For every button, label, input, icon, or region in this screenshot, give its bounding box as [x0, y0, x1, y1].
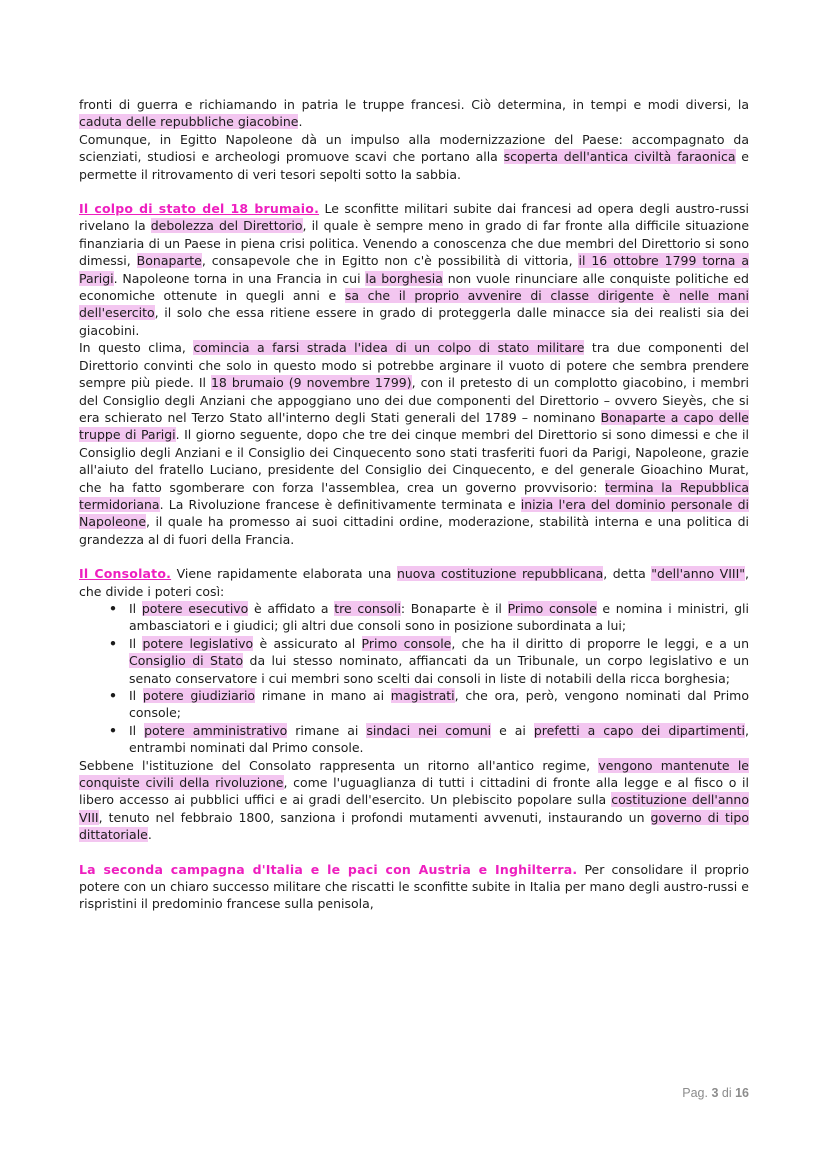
- highlight: tre consoli: [334, 600, 401, 616]
- paragraph-egypt-intro: fronti di guerra e richiamando in patria le truppe francesi. Ciò determina, in tempi e modi diversi, la caduta delle repubbliche giacobine.: [79, 97, 749, 130]
- section-title-brumaio: Il colpo di stato del 18 brumaio.: [79, 201, 320, 217]
- highlight: scoperta dell'antica civiltà faraonica: [503, 149, 736, 165]
- list-item: • Il potere legislativo è assicurato al Primo console, che ha il diritto di proporre le leggi, e a un Consiglio di Stato da lui stesso nominato, affiancati da un Tribunale, un corpo legislativo e un senato conservatore i cui membri sono scelti dai consoli in liste di notabili della ricca borghesia;: [109, 635, 750, 686]
- highlight: inizia l'era del dominio personale di Napoleone: [79, 496, 749, 530]
- highlight: Consiglio di Stato: [129, 653, 244, 669]
- page-content: [79, 96, 749, 913]
- highlight: Bonaparte: [136, 253, 202, 269]
- page-number: Pag. 3 di 16: [682, 1086, 749, 1100]
- highlight: la borghesia: [365, 270, 443, 286]
- highlight: debolezza del Direttorio: [150, 218, 303, 234]
- highlight: Bonaparte a capo delle truppe di Parigi: [79, 409, 749, 443]
- highlight: sa che il proprio avvenire di classe dirigente è nelle mani dell'esercito: [79, 288, 749, 321]
- paragraph-colpo-di-stato: In questo clima, comincia a farsi strada l'idea di un colpo di stato militare tra due componenti del Direttorio convinti che solo in questo modo si potrebbe arginare il vuoto di potere che sembra prendere sempre più piede. Il 18 brumaio (9 novembre 1799), con il pretesto di un complotto giacobino, i membri del Consiglio degli Anziani che appoggiano uno dei due componenti del Direttorio – ovvero Sieyès, che si era schierato nel Terzo Stato all'interno degli Stati generali del 1789 – nominano Bonaparte a capo delle truppe di Parigi. Il giorno seguente, dopo che tre dei cinque membri del Direttorio si sono dimessi e che il Consiglio degli Anziani e il Consiglio dei Cinquecento sono stati trasferiti fuori da Parigi, Napoleone, grazie all'aiuto del fratello Luciano, presidente del Consiglio dei Cinquecento, e del generale Gioachino Murat, che ha fatto sgomberare con forza l'assemblea, crea un governo provvisorio: termina la Repubblica termidoriana. La Rivoluzione francese è definitivamente terminata e inizia l'era del dominio personale di Napoleone, il quale ha promesso ai suoi cittadini ordine, moderazione, stabilità interna e una politica di grandezza al di fuori della Francia.: [79, 340, 749, 547]
- highlight: comincia a farsi strada l'idea di un colpo di stato militare: [193, 340, 585, 356]
- highlight: nuova costituzione repubblicana: [396, 566, 604, 582]
- current-page: 3: [711, 1086, 719, 1100]
- highlight: prefetti a capo dei dipartimenti: [533, 722, 746, 738]
- powers-list: [79, 600, 749, 757]
- paragraph-egypt-modernization: Comunque, in Egitto Napoleone dà un impulso alla modernizzazione del Paese: accompagnato da scienziati, studiosi e archeologi promuove scavi che portano alla scoperta dell'antica civiltà faraonica e permette il ritrovamento di veri tesori sepolti sotto la sabbia.: [79, 131, 749, 182]
- list-item: • Il potere amministrativo rimane ai sindaci nei comuni e ai prefetti a capo dei dipartimenti, entrambi nominati dal Primo console.: [109, 722, 749, 756]
- highlight: potere esecutivo: [141, 600, 249, 616]
- highlight: sindaci nei comuni: [366, 722, 492, 738]
- highlight: termina la Repubblica termidoriana: [79, 479, 749, 512]
- highlight: 18 brumaio (9 novembre 1799): [210, 375, 412, 391]
- paragraph-brumaio: Il colpo di stato del 18 brumaio. Le sconfitte militari subite dai francesi ad opera degli austro-russi rivelano la debolezza del Direttorio, il quale è sempre meno in grado di far fronte alla difficile situazione finanziaria di un Paese in piena crisi politica. Venendo a conoscenza che due membri del Direttorio si sono dimessi, Bonaparte, consapevole che in Egitto non c'è possibilità di vittoria, il 16 ottobre 1799 torna a Parigi. Napoleone torna in una Francia in cui la borghesia non vuole rinunciare alle conquiste politiche ed economiche ottenute in quegli anni e sa che il proprio avvenire di classe dirigente è nelle mani dell'esercito, il solo che essa ritiene essere in grado di proteggerla dalle minacce sia dei realisti sia dei giacobini.: [79, 201, 750, 338]
- paragraph-consolato: Il Consolato. Viene rapidamente elaborata una nuova costituzione repubblicana, detta "dell'anno VIII", che divide i poteri così:: [79, 566, 749, 599]
- section-title-consolato: Il Consolato.: [79, 566, 172, 582]
- highlight: potere giudiziario: [142, 688, 256, 703]
- list-item: • Il potere esecutivo è affidato a tre consoli: Bonaparte è il Primo console e nomina i ministri, gli ambasciatori e i giudici; gli altri due consoli sono in posizione subordinata a lui;: [109, 600, 749, 634]
- highlight: il 16 ottobre 1799 torna a Parigi: [79, 253, 749, 286]
- section-title-campagna: La seconda campagna d'Italia e le paci con Austria e Inghilterra.: [79, 861, 578, 877]
- highlight: Primo console: [507, 600, 597, 616]
- highlight: Primo console: [361, 635, 452, 651]
- paragraph-campagna-italia: La seconda campagna d'Italia e le paci con Austria e Inghilterra. Per consolidare il proprio potere con un chiaro successo militare che riscatti le sconfitte subite in Italia per mano degli austro-russi e rispristini il predominio francese sulla penisola,: [79, 861, 749, 912]
- highlight: costituzione dell'anno VIII: [79, 792, 749, 825]
- paragraph-sebbene: Sebbene l'istituzione del Consolato rappresenta un ritorno all'antico regime, vengono mantenute le conquiste civili della rivoluzione, come l'uguaglianza di tutti i cittadini di fronte alla legge e al fisco o il libero accesso ai pubblici uffici e ai gradi dell'esercito. Un plebiscito popolare sulla costituzione dell'anno VIII, tenuto nel febbraio 1800, sanziona i profondi mutamenti avvenuti, instaurando un governo di tipo dittatoriale.: [79, 757, 749, 843]
- highlight: potere legislativo: [142, 635, 254, 651]
- highlight: potere amministrativo: [144, 722, 288, 738]
- highlight: governo di tipo dittatoriale: [79, 809, 749, 843]
- total-pages: 16: [735, 1086, 749, 1100]
- list-item: • Il potere giudiziario rimane in mano ai magistrati, che ora, però, vengono nominati dal Primo console;: [109, 688, 749, 721]
- highlight: magistrati: [390, 688, 455, 703]
- highlight: vengono mantenute le conquiste civili della rivoluzione: [79, 757, 749, 791]
- highlight: caduta delle repubbliche giacobine: [79, 114, 299, 130]
- highlight: "dell'anno VIII": [651, 566, 746, 582]
